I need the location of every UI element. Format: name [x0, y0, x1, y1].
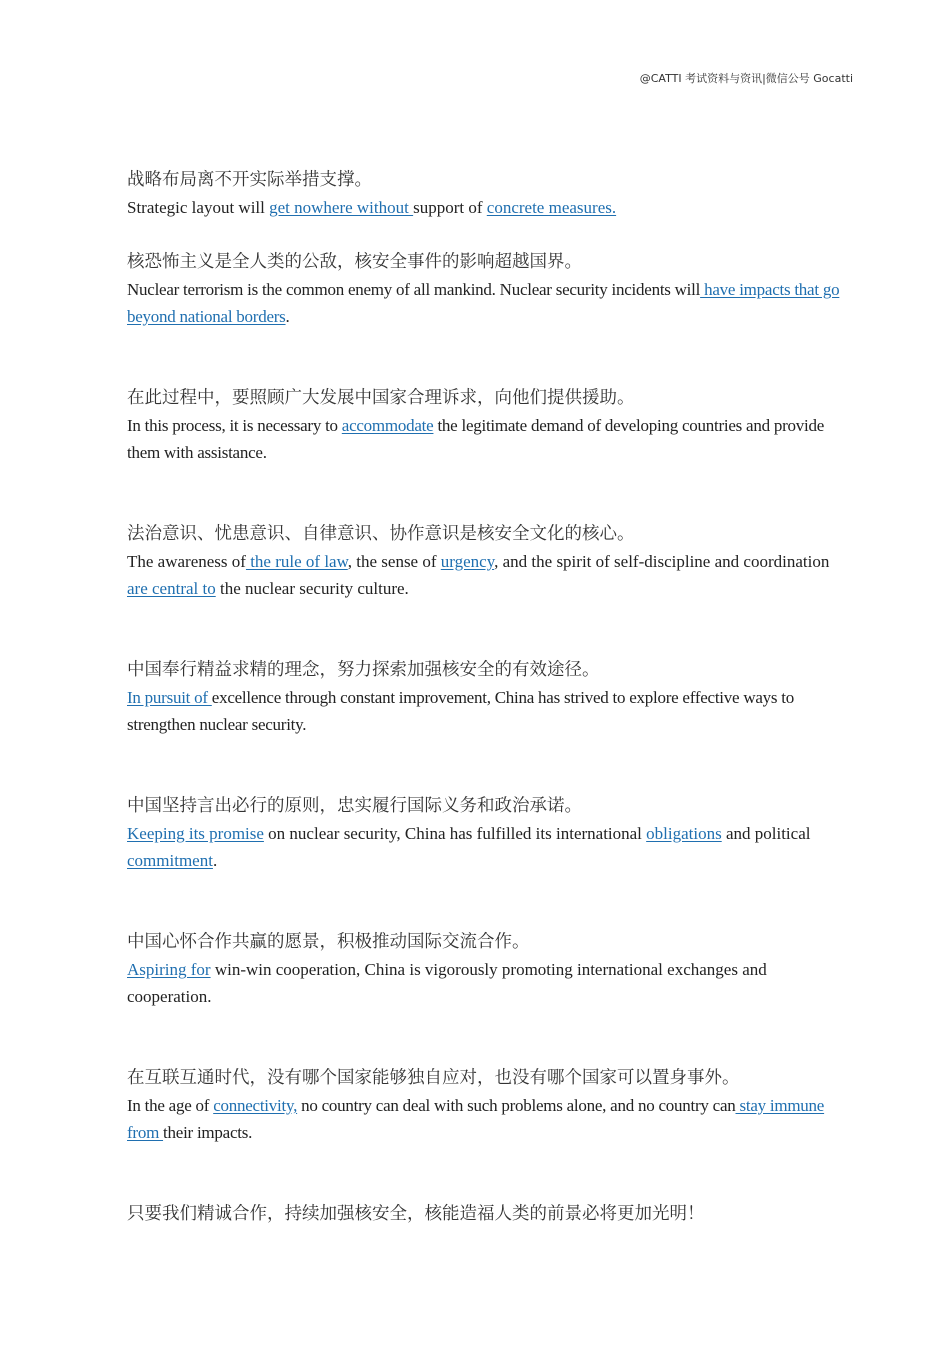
text-segment: the nuclear security culture. [215, 579, 409, 598]
chinese-sentence: 核恐怖主义是全人类的公敌，核安全事件的影响超越国界。 [127, 251, 582, 271]
chinese-sentence: 在此过程中，要照顾广大发展中国家合理诉求，向他们提供援助。 [127, 387, 635, 407]
text-segment: , and the spirit of self-discipline and coordination [494, 552, 830, 571]
english-translation [127, 956, 852, 1010]
english-translation [127, 412, 852, 466]
text-segment: In this process, it is necessary to [127, 416, 342, 435]
chinese-sentence: 法治意识、忧患意识、自律意识、协作意识是核安全文化的核心。 [127, 523, 635, 543]
text-segment: and political [721, 824, 811, 843]
text-segment: . [285, 307, 290, 326]
entry [127, 384, 852, 466]
chinese-sentence: 只要我们精诚合作，持续加强核安全，核能造福人类的前景必将更加光明！ [127, 1203, 705, 1223]
highlighted-phrase: commitment [127, 851, 213, 870]
chinese-sentence: 中国坚持言出必行的原则，忠实履行国际义务和政治承诺。 [127, 795, 582, 815]
chinese-sentence: 中国奉行精益求精的理念，努力探索加强核安全的有效途径。 [127, 659, 600, 679]
entry [127, 520, 852, 602]
highlighted-phrase: concrete measures. [486, 198, 617, 217]
text-segment: win-win cooperation, China is vigorously promoting international exchanges and cooperation. [127, 960, 767, 1006]
text-segment: the legitimate demand of developing countries and provide them with assistance. [127, 416, 824, 462]
text-segment: . [212, 851, 218, 870]
chinese-sentence: 战略布局离不开实际举措支撑。 [127, 169, 372, 189]
highlighted-phrase: get nowhere without [269, 198, 414, 217]
entry [127, 248, 852, 330]
text-segment: excellence through constant improvement, China has strived to explore effective ways to strengthen nuclear security. [127, 688, 794, 734]
entry [127, 928, 852, 1010]
highlighted-phrase: obligations [646, 824, 722, 843]
highlighted-phrase: connectivity, [213, 1096, 298, 1115]
highlighted-phrase: stay immune from [127, 1096, 825, 1142]
entry [127, 1064, 852, 1146]
english-translation [127, 548, 852, 602]
text-segment: their impacts. [163, 1123, 253, 1142]
text-segment: on nuclear security, China has fulfilled its international [263, 824, 647, 843]
chinese-sentence: 中国心怀合作共赢的愿景，积极推动国际交流合作。 [127, 931, 530, 951]
text-segment: support of [413, 198, 487, 217]
chinese-sentence: 在互联互通时代，没有哪个国家能够独自应对，也没有哪个国家可以置身事外。 [127, 1067, 740, 1087]
highlighted-phrase: urgency [440, 552, 495, 571]
english-translation [127, 684, 852, 738]
text-segment: , the sense of [347, 552, 441, 571]
text-segment: The awareness of [127, 552, 246, 571]
english-translation [127, 820, 852, 874]
entry [127, 656, 852, 738]
entry [127, 1200, 852, 1226]
page-header: @CATTI 考试资料与资讯|微信公号 Gocatti [639, 72, 853, 85]
highlighted-phrase: the rule of law [245, 552, 348, 571]
highlighted-phrase: accommodate [341, 416, 434, 435]
text-segment: In the age of [127, 1096, 214, 1115]
entry [127, 166, 852, 221]
highlighted-phrase: In pursuit of [127, 688, 212, 707]
english-translation [127, 194, 852, 221]
english-translation [127, 276, 852, 330]
highlighted-phrase: are central to [127, 579, 216, 598]
english-translation [127, 1092, 852, 1146]
highlighted-phrase: have impacts that go beyond national borders [127, 280, 840, 326]
highlighted-phrase: Keeping its promise [127, 824, 264, 843]
text-segment: Strategic layout will [127, 198, 270, 217]
highlighted-phrase: Aspiring for [127, 960, 211, 979]
entry [127, 792, 852, 874]
text-segment: no country can deal with such problems alone, and no country can [297, 1096, 736, 1115]
text-segment: Nuclear terrorism is the common enemy of all mankind. Nuclear security incidents will [127, 280, 701, 299]
